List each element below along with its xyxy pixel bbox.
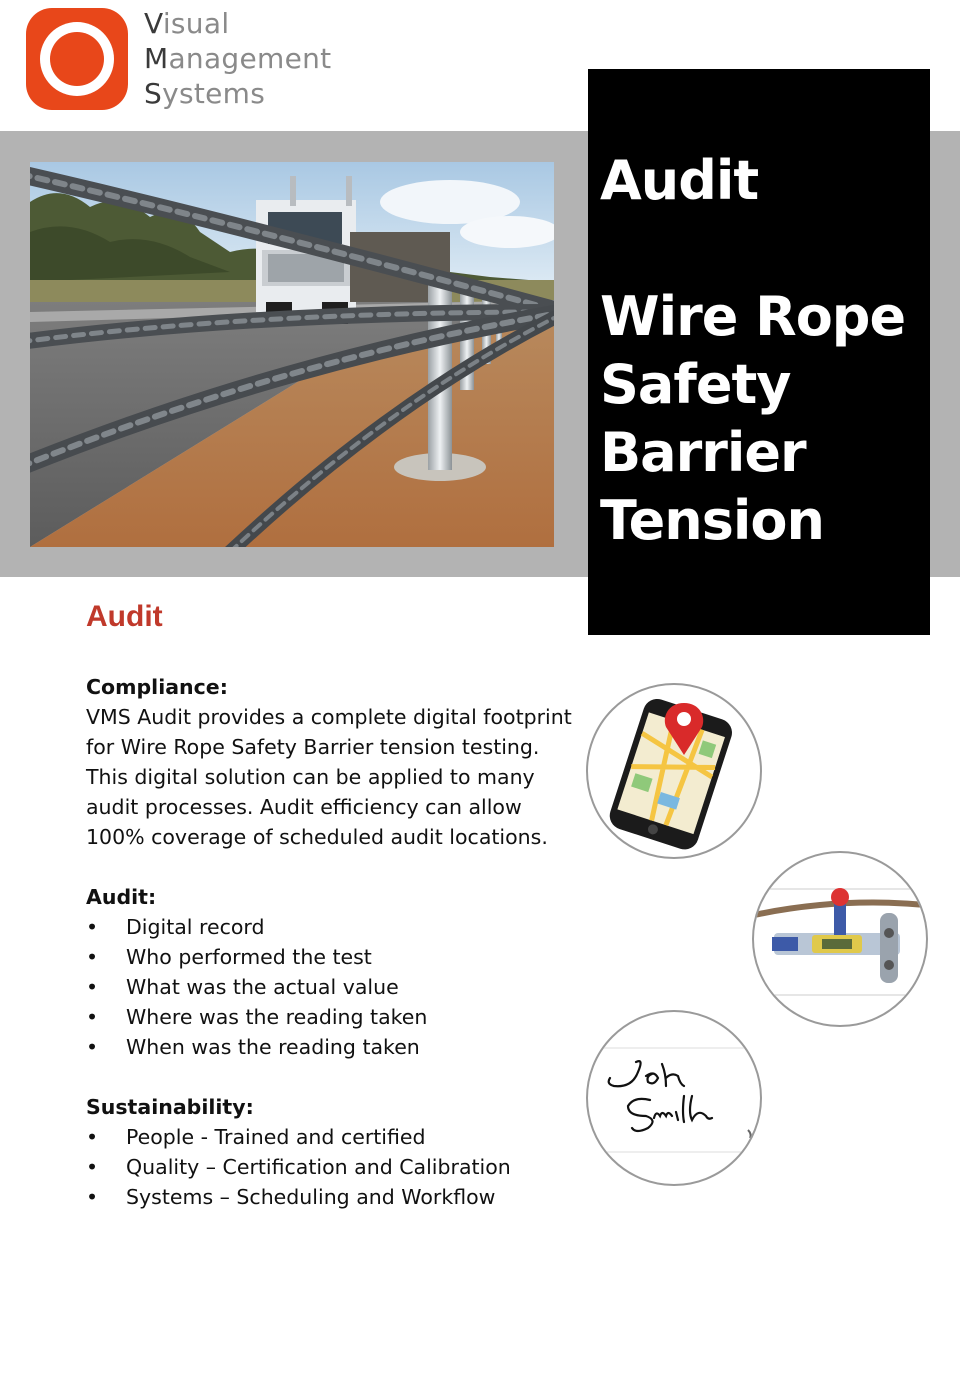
list-item: • When was the reading taken [86, 1032, 586, 1062]
signature-icon [586, 1010, 762, 1186]
list-item: • Systems – Scheduling and Workflow [86, 1182, 586, 1212]
audit-list [86, 912, 586, 1062]
phone-map-icon [586, 683, 762, 859]
logo-wordmark: Visual Management Systems [144, 7, 332, 110]
compliance-line: for Wire Rope Safety Barrier tension testing. [86, 735, 540, 759]
sustainability-list [86, 1122, 586, 1212]
compliance-line: This digital solution can be applied to many [86, 765, 535, 789]
tension-meter-icon [752, 851, 928, 1027]
audit-heading: Audit: [86, 885, 157, 909]
list-item: • People - Trained and certified [86, 1122, 586, 1152]
list-item: • What was the actual value [86, 972, 586, 1002]
sustainability-heading: Sustainability: [86, 1095, 254, 1119]
list-item: • Digital record [86, 912, 586, 942]
section-heading: Audit [86, 600, 163, 633]
list-item: • Quality – Certification and Calibration [86, 1152, 586, 1182]
compliance-line: audit processes. Audit efficiency can allow [86, 795, 522, 819]
vms-logo [26, 6, 332, 116]
list-item: • Where was the reading taken [86, 1002, 586, 1032]
compliance-line: 100% coverage of scheduled audit locations. [86, 825, 548, 849]
logo-ring-icon [26, 8, 128, 110]
panel-title: Audit Wire Rope Safety Barrier Tension [600, 149, 906, 552]
compliance-heading: Compliance: [86, 675, 228, 699]
barrier-photo [30, 162, 554, 547]
title-panel [588, 69, 930, 635]
body-text [86, 672, 586, 1212]
list-item: • Who performed the test [86, 942, 586, 972]
compliance-line: VMS Audit provides a complete digital footprint [86, 705, 572, 729]
